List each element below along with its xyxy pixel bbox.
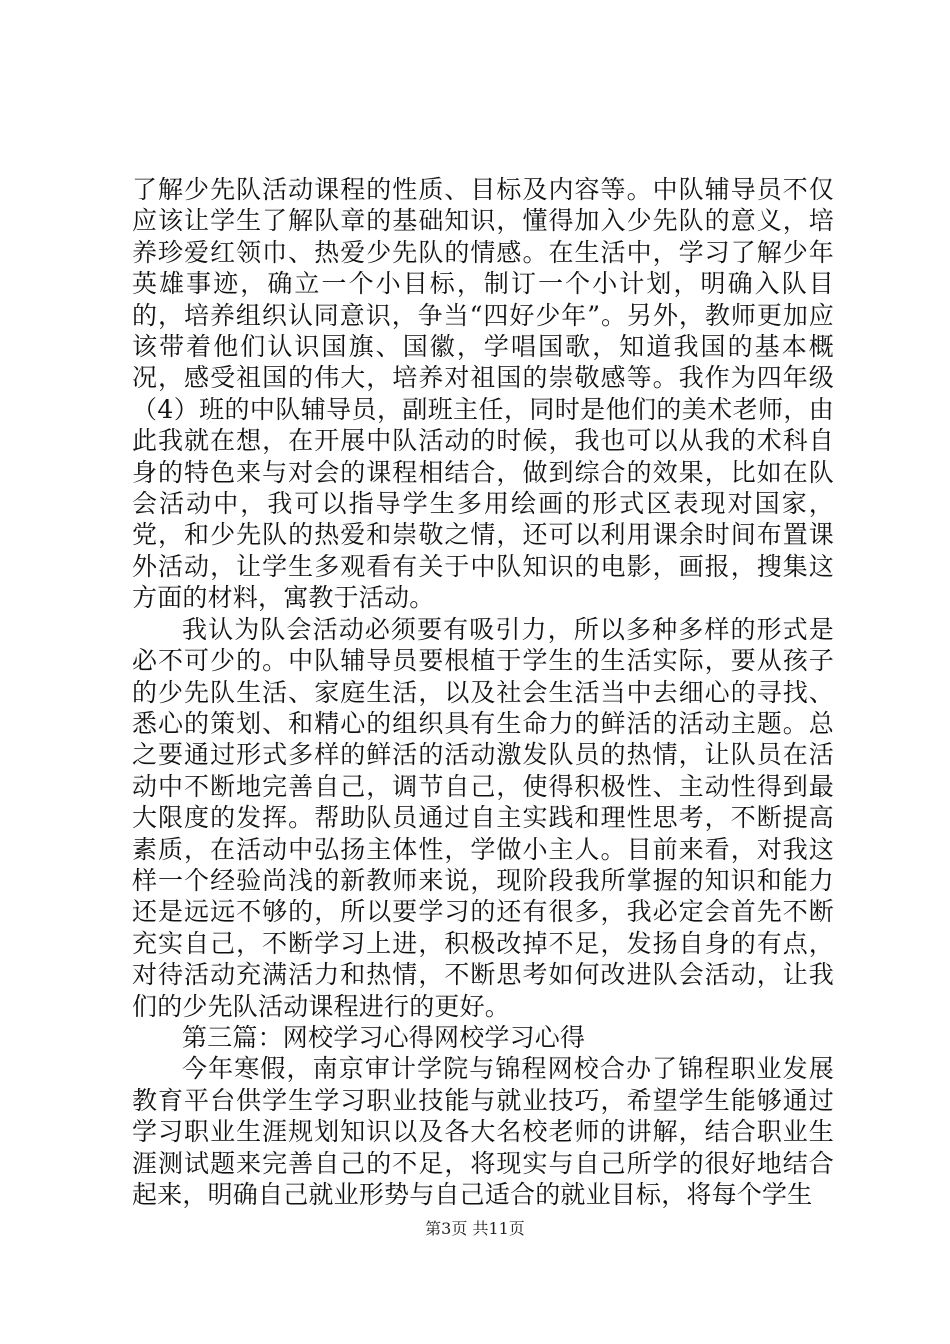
section-heading: 第三篇：网校学习心得网校学习心得	[182, 1022, 586, 1052]
body-text	[132, 174, 834, 1210]
paragraph-3: 今年寒假，南京审计学院与锦程网校合办了锦程职业发展教育平台供学生学习职业技能与就业技巧，希望学生能够通过学习职业生涯规划知识以及各大名校老师的讲解，结合职业生涯测试题来完善自己的不足，将现实与自己所学的很好地结合起来，明确自己就业形势与自己适合的就业目标，将每个学生	[132, 1054, 834, 1209]
paragraph-1: 了解少先队活动课程的性质、目标及内容等。中队辅导员不仅应该让学生了解队章的基础知识，懂得加入少先队的意义，培养珍爱红领巾、热爱少先队的情感。在生活中，学习了解少年英雄事迹，确立一个小目标，制订一个小计划，明确入队目的，培养组织认同意识，争当“四好少年”。另外，教师更加应该带着他们认识国旗、国徽，学唱国歌，知道我国的基本概况，感受祖国的伟大，培养对祖国的崇敬感等。我作为四年级（4）班的中队辅导员，副班主任，同时是他们的美术老师，由此我就在想，在开展中队活动的时候，我也可以从我的术科自身的特色来与对会的课程相结合，做到综合的效果，比如在队会活动中，我可以指导学生多用绘画的形式区表现对国家，党，和少先队的热爱和崇敬之情，还可以利用课余时间布置课外活动，让学生多观看有关于中队知识的电影，画报，搜集这方面的材料，寓教于活动。	[132, 175, 834, 613]
paragraph-2: 我认为队会活动必须要有吸引力，所以多种多样的形式是必不可少的。中队辅导员要根植于学生的生活实际，要从孩子的少先队生活、家庭生活，以及社会生活当中去细心的寻找、悉心的策划、和精心的组织具有生命力的鲜活的活动主题。总之要通过形式多样的鲜活的活动激发队员的热情，让队员在活动中不断地完善自己，调节自己，使得积极性、主动性得到最大限度的发挥。帮助队员通过自主实践和理性思考，不断提高素质，在活动中弘扬主体性，学做小主人。目前来看，对我这样一个经验尚浅的新教师来说，现阶段我所掌握的知识和能力还是远远不够的，所以要学习的还有很多，我必定会首先不断充实自己，不断学习上进，积极改掉不足，发扬自身的有点，对待活动充满活力和热情，不断思考如何改进队会活动，让我们的少先队活动课程进行的更好。	[132, 614, 834, 1021]
page-footer: 第3页 共11页	[425, 1219, 525, 1238]
